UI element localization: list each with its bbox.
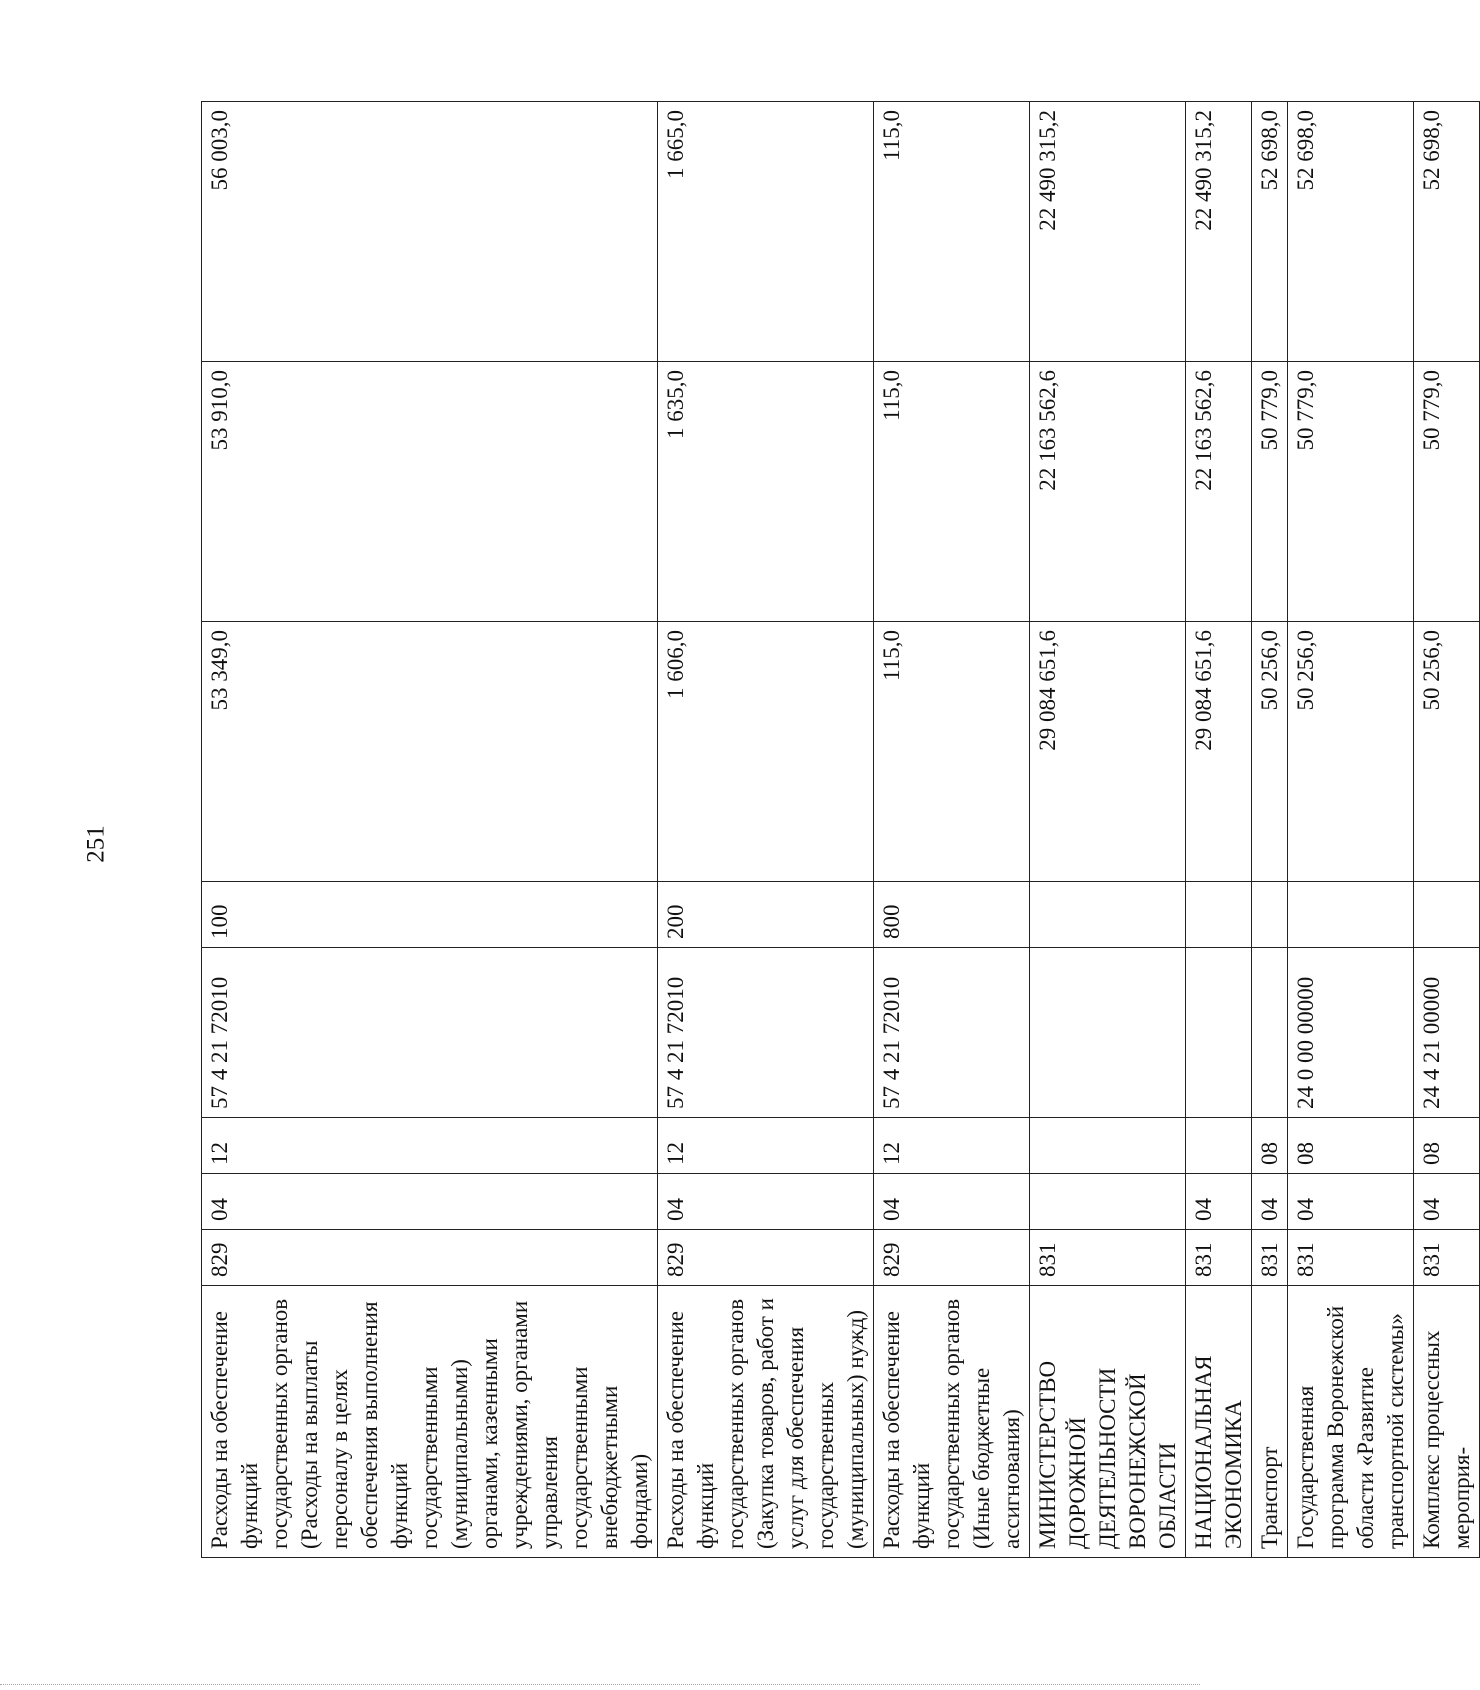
row-rz: 04 — [658, 1174, 874, 1230]
table-row — [1414, 102, 1480, 1558]
row-vr — [1288, 882, 1414, 948]
row-sum-b: 50 779,0 — [1288, 362, 1414, 622]
row-sum-c: 22 490 315,2 — [1030, 102, 1186, 362]
row-sum-a: 29 084 651,6 — [1186, 622, 1252, 882]
row-name: Государственная программа Воронежской области «Развитие транспортной системы» — [1288, 1286, 1414, 1558]
table-row — [1030, 102, 1186, 1558]
row-grbs: 829 — [658, 1230, 874, 1286]
row-name: МИНИСТЕРСТВО ДОРОЖНОЙ ДЕЯТЕЛЬНОСТИ ВОРОНЕЖСКОЙ ОБЛАСТИ — [1030, 1286, 1186, 1558]
row-csr: 57 4 21 72010 — [658, 948, 874, 1118]
row-vr: 100 — [202, 882, 658, 948]
row-pr — [1186, 1118, 1252, 1174]
row-sum-b: 115,0 — [874, 362, 1030, 622]
row-vr — [1252, 882, 1288, 948]
row-name: Расходы на обеспечение функций государственных органов (Иные бюджетные ассигнования) — [874, 1286, 1030, 1558]
row-sum-b: 50 779,0 — [1414, 362, 1480, 622]
row-rz: 04 — [874, 1174, 1030, 1230]
row-sum-b: 53 910,0 — [202, 362, 658, 622]
table-row — [1252, 102, 1288, 1558]
row-sum-a: 115,0 — [874, 622, 1030, 882]
row-sum-c: 56 003,0 — [202, 102, 658, 362]
row-sum-b: 22 163 562,6 — [1186, 362, 1252, 622]
table-row — [1288, 102, 1414, 1558]
row-sum-a: 53 349,0 — [202, 622, 658, 882]
rotated-table-container — [201, 102, 1474, 1558]
row-name: НАЦИОНАЛЬНАЯ ЭКОНОМИКА — [1186, 1286, 1252, 1558]
row-name: Расходы на обеспечение функций государственных органов (Расходы на выплаты персоналу в целях обеспечения выполнения функций государственными (муниципальными) органами, казенными учреждениями, органами управления государственными внебюджетными фондами) — [202, 1286, 658, 1558]
row-name: Расходы на обеспечение функций государственных органов (Закупка товаров, работ и услуг для обеспечения государственных (муниципальных) нужд) — [658, 1286, 874, 1558]
row-sum-c: 52 698,0 — [1288, 102, 1414, 362]
row-rz: 04 — [1288, 1174, 1414, 1230]
row-grbs: 831 — [1252, 1230, 1288, 1286]
row-sum-c: 1 665,0 — [658, 102, 874, 362]
row-rz: 04 — [1252, 1174, 1288, 1230]
row-vr — [1186, 882, 1252, 948]
row-pr: 12 — [202, 1118, 658, 1174]
scan-edge-line — [0, 1684, 1200, 1685]
budget-table — [201, 101, 1480, 1558]
row-sum-b: 50 779,0 — [1252, 362, 1288, 622]
row-pr: 08 — [1414, 1118, 1480, 1174]
row-pr: 08 — [1252, 1118, 1288, 1174]
table-row — [202, 102, 658, 1558]
row-vr — [1030, 882, 1186, 948]
row-csr: 57 4 21 72010 — [202, 948, 658, 1118]
row-grbs: 829 — [202, 1230, 658, 1286]
row-csr — [1186, 948, 1252, 1118]
table-row — [658, 102, 874, 1558]
row-sum-c: 52 698,0 — [1414, 102, 1480, 362]
table-row — [874, 102, 1030, 1558]
row-sum-b: 1 635,0 — [658, 362, 874, 622]
row-grbs: 831 — [1414, 1230, 1480, 1286]
row-grbs: 831 — [1186, 1230, 1252, 1286]
row-sum-c: 115,0 — [874, 102, 1030, 362]
row-csr — [1030, 948, 1186, 1118]
row-grbs: 829 — [874, 1230, 1030, 1286]
row-sum-a: 1 606,0 — [658, 622, 874, 882]
row-sum-a: 50 256,0 — [1252, 622, 1288, 882]
row-pr: 12 — [658, 1118, 874, 1174]
row-rz: 04 — [1414, 1174, 1480, 1230]
row-rz: 04 — [202, 1174, 658, 1230]
row-rz — [1030, 1174, 1186, 1230]
row-sum-c: 22 490 315,2 — [1186, 102, 1252, 362]
row-grbs: 831 — [1288, 1230, 1414, 1286]
row-sum-c: 52 698,0 — [1252, 102, 1288, 362]
row-name: Комплекс процессных мероприя- — [1414, 1286, 1480, 1558]
row-sum-a: 50 256,0 — [1288, 622, 1414, 882]
row-pr: 12 — [874, 1118, 1030, 1174]
row-name: Транспорт — [1252, 1286, 1288, 1558]
row-pr: 08 — [1288, 1118, 1414, 1174]
row-vr: 200 — [658, 882, 874, 948]
row-csr: 57 4 21 72010 — [874, 948, 1030, 1118]
row-sum-b: 22 163 562,6 — [1030, 362, 1186, 622]
row-pr — [1030, 1118, 1186, 1174]
page-number: 251 — [82, 825, 110, 863]
row-csr — [1252, 948, 1288, 1118]
row-sum-a: 50 256,0 — [1414, 622, 1480, 882]
row-sum-a: 29 084 651,6 — [1030, 622, 1186, 882]
row-vr: 800 — [874, 882, 1030, 948]
row-csr: 24 0 00 00000 — [1288, 948, 1414, 1118]
row-rz: 04 — [1186, 1174, 1252, 1230]
row-vr — [1414, 882, 1480, 948]
row-csr: 24 4 21 00000 — [1414, 948, 1480, 1118]
table-row — [1186, 102, 1252, 1558]
row-grbs: 831 — [1030, 1230, 1186, 1286]
